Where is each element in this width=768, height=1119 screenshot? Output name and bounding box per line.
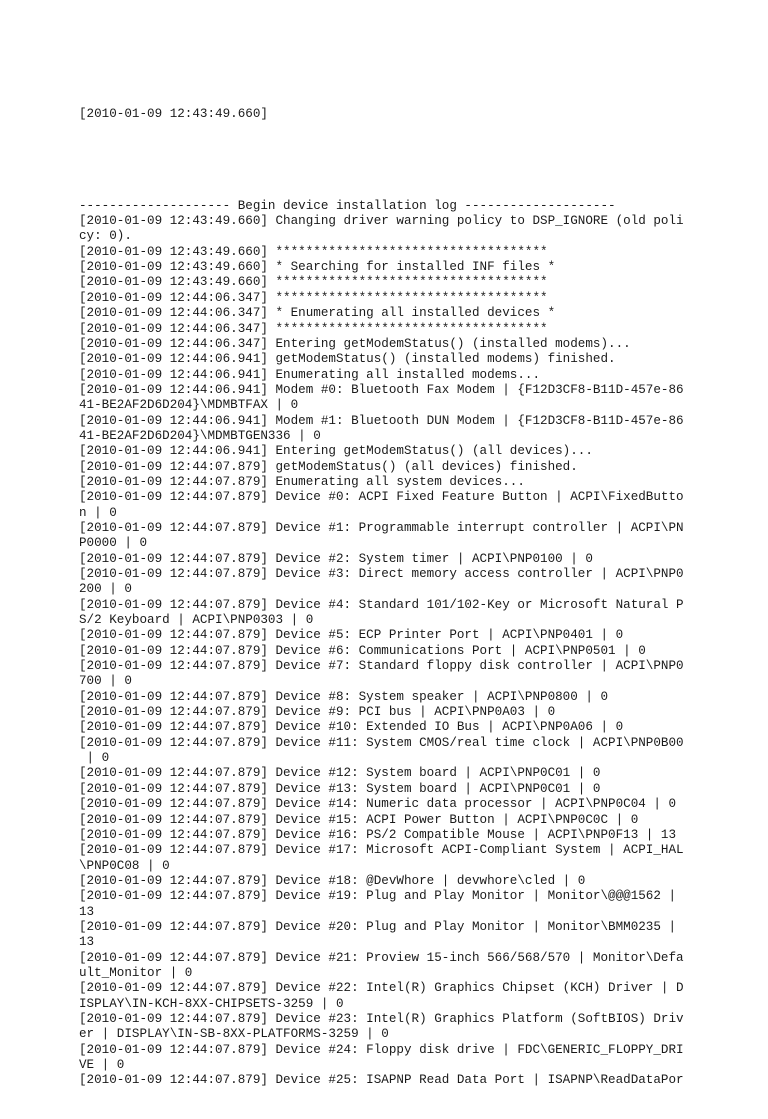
log-line: [2010-01-09 12:44:07.879] Device #5: ECP Printer Port | ACPI\PNP0401 | 0 (79, 628, 624, 643)
log-line: P0000 | 0 (79, 536, 148, 551)
log-line: [2010-01-09 12:44:07.879] Device #22: Intel(R) Graphics Chipset (KCH) Driver | D (79, 981, 684, 996)
log-lines (79, 199, 759, 1089)
log-line: [2010-01-09 12:44:07.879] Device #12: System board | ACPI\PNP0C01 | 0 (79, 766, 601, 781)
log-line: [2010-01-09 12:44:07.879] Device #6: Communications Port | ACPI\PNP0501 | 0 (79, 643, 646, 658)
log-line: cy: 0). (79, 229, 132, 244)
log-line: [2010-01-09 12:44:06.347] * Enumerating all installed devices * (79, 306, 556, 321)
log-line: S/2 Keyboard | ACPI\PNP0303 | 0 (79, 613, 314, 628)
log-line: [2010-01-09 12:44:07.879] Device #11: System CMOS/real time clock | ACPI\PNP0B00 (79, 735, 684, 750)
log-line: [2010-01-09 12:44:07.879] Device #14: Numeric data processor | ACPI\PNP0C04 | 0 (79, 797, 677, 812)
blank-line (79, 153, 759, 168)
log-line: [2010-01-09 12:44:07.879] getModemStatus() (all devices) finished. (79, 459, 578, 474)
log-line: [2010-01-09 12:44:06.347] ************************************ (79, 321, 548, 336)
log-line: [2010-01-09 12:44:07.879] Device #10: Extended IO Bus | ACPI\PNP0A06 | 0 (79, 720, 624, 735)
log-line: [2010-01-09 12:44:06.941] getModemStatus() (installed modems) finished. (79, 352, 616, 367)
log-line: [2010-01-09 12:44:07.879] Device #3: Direct memory access controller | ACPI\PNP0 (79, 567, 684, 581)
log-line: [2010-01-09 12:44:07.879] Device #4: Standard 101/102-Key or Microsoft Natural P (79, 597, 684, 612)
log-line: [2010-01-09 12:44:07.879] Device #0: ACPI Fixed Feature Button | ACPI\FixedButto (79, 490, 684, 505)
log-line: [2010-01-09 12:44:07.879] Device #16: PS/2 Compatible Mouse | ACPI\PNP0F13 | 13 (79, 827, 677, 842)
log-line: VE | 0 (79, 1058, 125, 1072)
log-line: 41-BE2AF2D6D204}\MDMBTFAX | 0 (79, 398, 299, 413)
log-line: 200 | 0 (79, 582, 132, 597)
log-line: ult_Monitor | 0 (79, 965, 193, 980)
log-line: 13 (79, 935, 95, 950)
log-line: [2010-01-09 12:44:07.879] Device #2: System timer | ACPI\PNP0100 | 0 (79, 551, 593, 566)
log-line: [2010-01-09 12:44:07.879] Device #9: PCI bus | ACPI\PNP0A03 | 0 (79, 705, 556, 720)
log-line: [2010-01-09 12:44:07.879] Device #25: ISAPNP Read Data Port | ISAPNP\ReadDataPor (79, 1073, 684, 1088)
log-line: [2010-01-09 12:44:07.879] Device #23: Intel(R) Graphics Platform (SoftBIOS) Driv (79, 1011, 684, 1026)
log-line: 41-BE2AF2D6D204}\MDMBTGEN336 | 0 (79, 428, 321, 443)
log-line: [2010-01-09 12:44:06.941] Modem #0: Bluetooth Fax Modem | {F12D3CF8-B11D-457e-86 (79, 382, 684, 397)
log-line: [2010-01-09 12:44:07.879] Enumerating all system devices... (79, 474, 525, 489)
log-line: [2010-01-09 12:44:07.879] Device #19: Plug and Play Monitor | Monitor\@@@1562 | (79, 889, 677, 904)
log-line: [2010-01-09 12:44:06.347] ************************************ (79, 290, 548, 305)
log-line: [2010-01-09 12:44:07.879] Device #1: Programmable interrupt controller | ACPI\PN (79, 520, 684, 535)
log-line: [2010-01-09 12:44:07.879] Device #17: Microsoft ACPI-Compliant System | ACPI_HAL (79, 843, 684, 858)
log-line: [2010-01-09 12:44:07.879] Device #20: Plug and Play Monitor | Monitor\BMM0235 | (79, 919, 677, 934)
log-line: [2010-01-09 12:44:06.941] Modem #1: Bluetooth DUN Modem | {F12D3CF8-B11D-457e-86 (79, 413, 684, 428)
log-line: [2010-01-09 12:44:07.879] Device #18: @DevWhore | devwhore\cled | 0 (79, 873, 586, 888)
log-line: \PNP0C08 | 0 (79, 858, 170, 873)
log-line: [2010-01-09 12:44:07.879] Device #8: System speaker | ACPI\PNP0800 | 0 (79, 689, 609, 704)
log-line: 700 | 0 (79, 674, 132, 689)
log-line: [2010-01-09 12:44:07.879] Device #15: ACPI Power Button | ACPI\PNP0C0C | 0 (79, 812, 639, 827)
log-line: [2010-01-09 12:43:49.660] ************************************ (79, 275, 548, 290)
log-line: [2010-01-09 12:44:07.879] Device #24: Floppy disk drive | FDC\GENERIC_FLOPPY_DRI (79, 1042, 684, 1057)
log-line: [2010-01-09 12:43:49.660] Changing driver warning policy to DSP_IGNORE (old poli (79, 214, 684, 229)
log-line: [2010-01-09 12:43:49.660] ************************************ (79, 244, 548, 259)
log-line: -------------------- Begin device installation log -------------------- (79, 198, 616, 213)
log-line: [2010-01-09 12:44:07.879] Device #21: Proview 15-inch 566/568/570 | Monitor\Defa (79, 950, 684, 965)
log-line: [2010-01-09 12:44:07.879] Device #13: System board | ACPI\PNP0C01 | 0 (79, 781, 601, 796)
log-line: [2010-01-09 12:44:06.941] Entering getModemStatus() (all devices)... (79, 444, 593, 459)
log-line: [2010-01-09 12:43:49.660] * Searching for installed INF files * (79, 260, 556, 275)
log-line: [2010-01-09 12:44:06.347] Entering getModemStatus() (installed modems)... (79, 336, 631, 351)
log-line: [2010-01-09 12:44:06.941] Enumerating all installed modems... (79, 367, 541, 382)
log-line: ISPLAY\IN-KCH-8XX-CHIPSETS-3259 | 0 (79, 996, 344, 1011)
log-line: [2010-01-09 12:44:07.879] Device #7: Standard floppy disk controller | ACPI\PNP0 (79, 659, 684, 674)
log-header-timestamp: [2010-01-09 12:43:49.660] (79, 106, 268, 121)
log-line: n | 0 (79, 505, 117, 520)
log-line: | 0 (79, 751, 110, 766)
log-line: er | DISPLAY\IN-SB-8XX-PLATFORMS-3259 | 0 (79, 1027, 389, 1042)
log-line: 13 (79, 904, 95, 919)
installation-log (79, 76, 759, 1119)
